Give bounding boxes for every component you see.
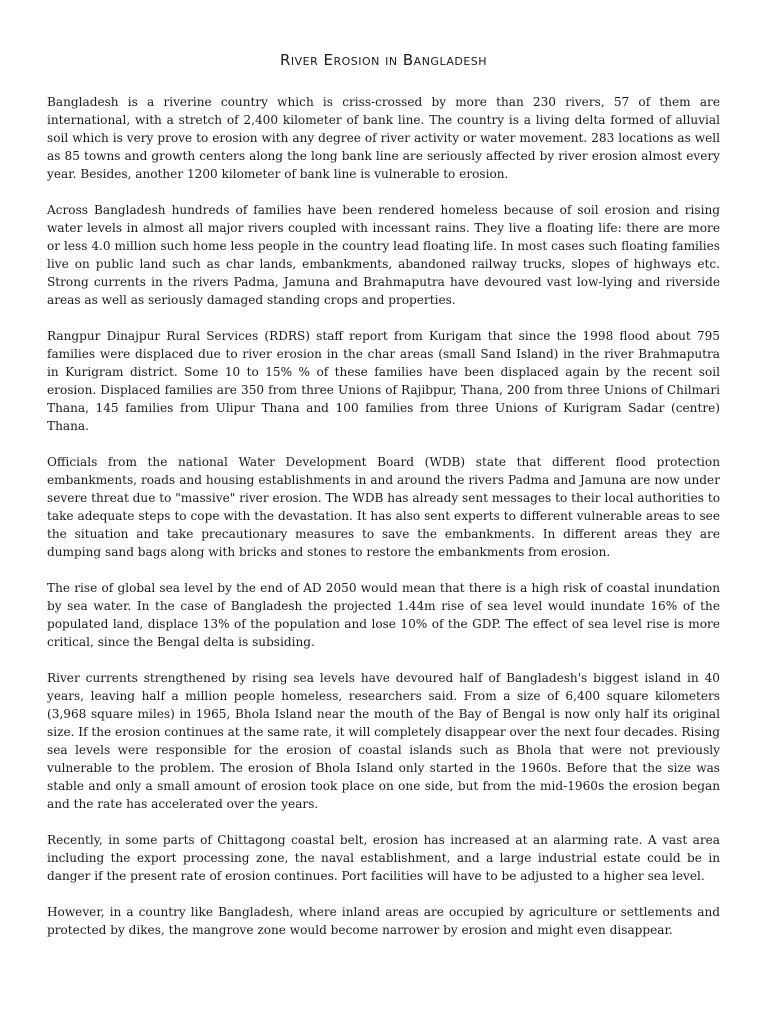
- paragraph-bhola-island: River currents strengthened by rising sea levels have devoured half of Bangladesh's biggest island in 40 years, leaving half a million people homeless, researchers said. From a size of 6,400 square kilometers (3,968 square miles) in 1965, Bhola Island near the mouth of the Bay of Bengal is now only half its original size. If the erosion continues at the same rate, it will completely disappear over the next four decades. Rising sea levels were responsible for the erosion of coastal islands such as Bhola that were not previously vulnerable to the problem. The erosion of Bhola Island only started in the 1960s. Before that the size was stable and only a small amount of erosion took place on one side, but from the mid-1960s the erosion began and the rate has accelerated over the years.: [47, 671, 720, 811]
- paragraph-overview: Bangladesh is a riverine country which is criss-crossed by more than 230 rivers, 57 of them are international, with a stretch of 2,400 kilometer of bank line. The country is a living delta formed of alluvial soil which is very prove to erosion with any degree of river activity or water movement. 283 locations as well as 85 towns and growth centers along the long bank line are seriously affected by river erosion almost every year. Besides, another 1200 kilometer of bank line is vulnerable to erosion.: [47, 95, 720, 181]
- paragraph-chittagong: Recently, in some parts of Chittagong coastal belt, erosion has increased at an alarming rate. A vast area including the export processing zone, the naval establishment, and a large industrial estate could be in danger if the present rate of erosion continues. Port facilities will have to be adjusted to a higher sea level.: [47, 833, 720, 883]
- paragraph-sea-level-rise: The rise of global sea level by the end of AD 2050 would mean that there is a high risk of coastal inundation by sea water. In the case of Bangladesh the projected 1.44m rise of sea level would inundate 16% of the populated land, displace 13% of the population and lose 10% of the GDP. The effect of sea level rise is more critical, since the Bengal delta is subsiding.: [47, 581, 720, 649]
- paragraph-homeless-families: Across Bangladesh hundreds of families have been rendered homeless because of soil erosion and rising water levels in almost all major rivers coupled with incessant rains. They live a floating life: there are more or less 4.0 million such home less people in the country lead floating life. In most cases such floating families live on public land such as char lands, embankments, abandoned railway trucks, slopes of highways etc. Strong currents in the rivers Padma, Jamuna and Brahmaputra have devoured vast low-lying and riverside areas as well as seriously damaged standing crops and properties.: [47, 203, 720, 307]
- paragraph-rdrs-report: Rangpur Dinajpur Rural Services (RDRS) staff report from Kurigam that since the 1998 flood about 795 families were displaced due to river erosion in the char areas (small Sand Island) in the river Brahmaputra in Kurigram district. Some 10 to 15% % of these families have been displaced again by the recent soil erosion. Displaced families are 350 from three Unions of Rajibpur, Thana, 200 from three Unions of Chilmari Thana, 145 families from Ulipur Thana and 100 families from three Unions of Kurigram Sadar (centre) Thana.: [47, 329, 720, 433]
- document-title: River Erosion in Bangladesh: [279, 51, 488, 69]
- paragraph-mangrove-zone: However, in a country like Bangladesh, where inland areas are occupied by agriculture or settlements and protected by dikes, the mangrove zone would become narrower by erosion and might even disappear.: [47, 905, 720, 937]
- document-page: [47, 48, 720, 957]
- paragraph-wdb-officials: Officials from the national Water Development Board (WDB) state that different flood protection embankments, roads and housing establishments in and around the rivers Padma and Jamuna are now under severe threat due to "massive" river erosion. The WDB has already sent messages to their local authorities to take adequate steps to cope with the devastation. It has also sent experts to different vulnerable areas to see the situation and take precautionary measures to save the embankments. In different areas they are dumping sand bags along with bricks and stones to restore the embankments from erosion.: [47, 455, 720, 559]
